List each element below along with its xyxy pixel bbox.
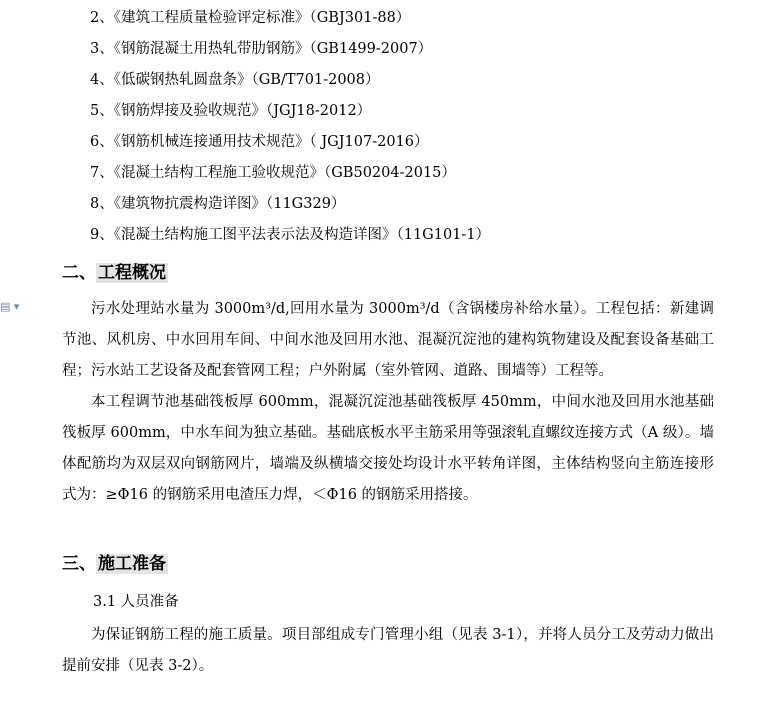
reference-item: 7、《混凝土结构工程施工验收规范》（GB50204-2015） [90,165,456,181]
section-heading-overview [62,261,168,285]
section-number: 二、 [62,263,96,283]
reference-item: 9、《混凝土结构施工图平法表示法及构造详图》（11G101-1） [90,227,491,243]
reference-item: 3、《钢筋混凝土用热轧带肋钢筋》（GB1499-2007） [90,41,433,57]
subsection-heading: 3.1 人员准备 [93,594,179,610]
section-number: 三、 [62,554,96,574]
section-title: 施工准备 [98,554,166,574]
reference-item: 8、《建筑物抗震构造详图》（11G329） [90,196,346,212]
reference-item: 6、《钢筋机械连接通用技术规范》（ JGJ107-2016） [90,134,429,150]
preparation-paragraph-1: 为保证钢筋工程的施工质量。项目部组成专门管理小组（见表 3-1），并将人员分工及劳动力做出提前安排（见表 3-2）。 [62,627,714,674]
reference-item: 5、《钢筋焊接及验收规范》（JGJ18-2012） [90,103,372,119]
overview-paragraph-1: 污水处理站水量为 3000m³/d,回用水量为 3000m³/d（含锅楼房补给水量）。工程包括：新建调节池、风机房、中水回用车间、中间水池及回用水池、混凝沉淀池的建构筑物建设及配套设备基础工程；污水站工艺设备及配套管网工程；户外附属（室外管网、道路、围墙等）工程等。 [62,301,714,379]
overview-paragraph-2: 本工程调节池基础筏板厚 600mm，混凝沉淀池基础筏板厚 450mm，中间水池及回用水池基础筏板厚 600mm，中水车间为独立基础。基础底板水平主筋采用等强滚轧直螺纹连接方式（A 级）。墙体配筋均为双层双向钢筋网片，墙端及纵横墙交接处均设计水平转角详图，主体结构竖向主筋连接形式为：≥Φ16 的钢筋采用电渣压力焊，＜Φ16 的钢筋采用搭接。 [62,394,714,503]
reference-item: 2、《建筑工程质量检验评定标准》（GBJ301-88） [90,10,411,26]
section-heading-preparation [62,552,168,576]
section-title: 工程概况 [98,263,166,283]
overview-body [62,294,714,511]
reference-item: 4、《低碳钢热轧圆盘条》（GB/T701-2008） [90,72,380,88]
preparation-body [62,620,714,682]
margin-marker-icon[interactable]: ▤ ▾ [0,300,20,313]
